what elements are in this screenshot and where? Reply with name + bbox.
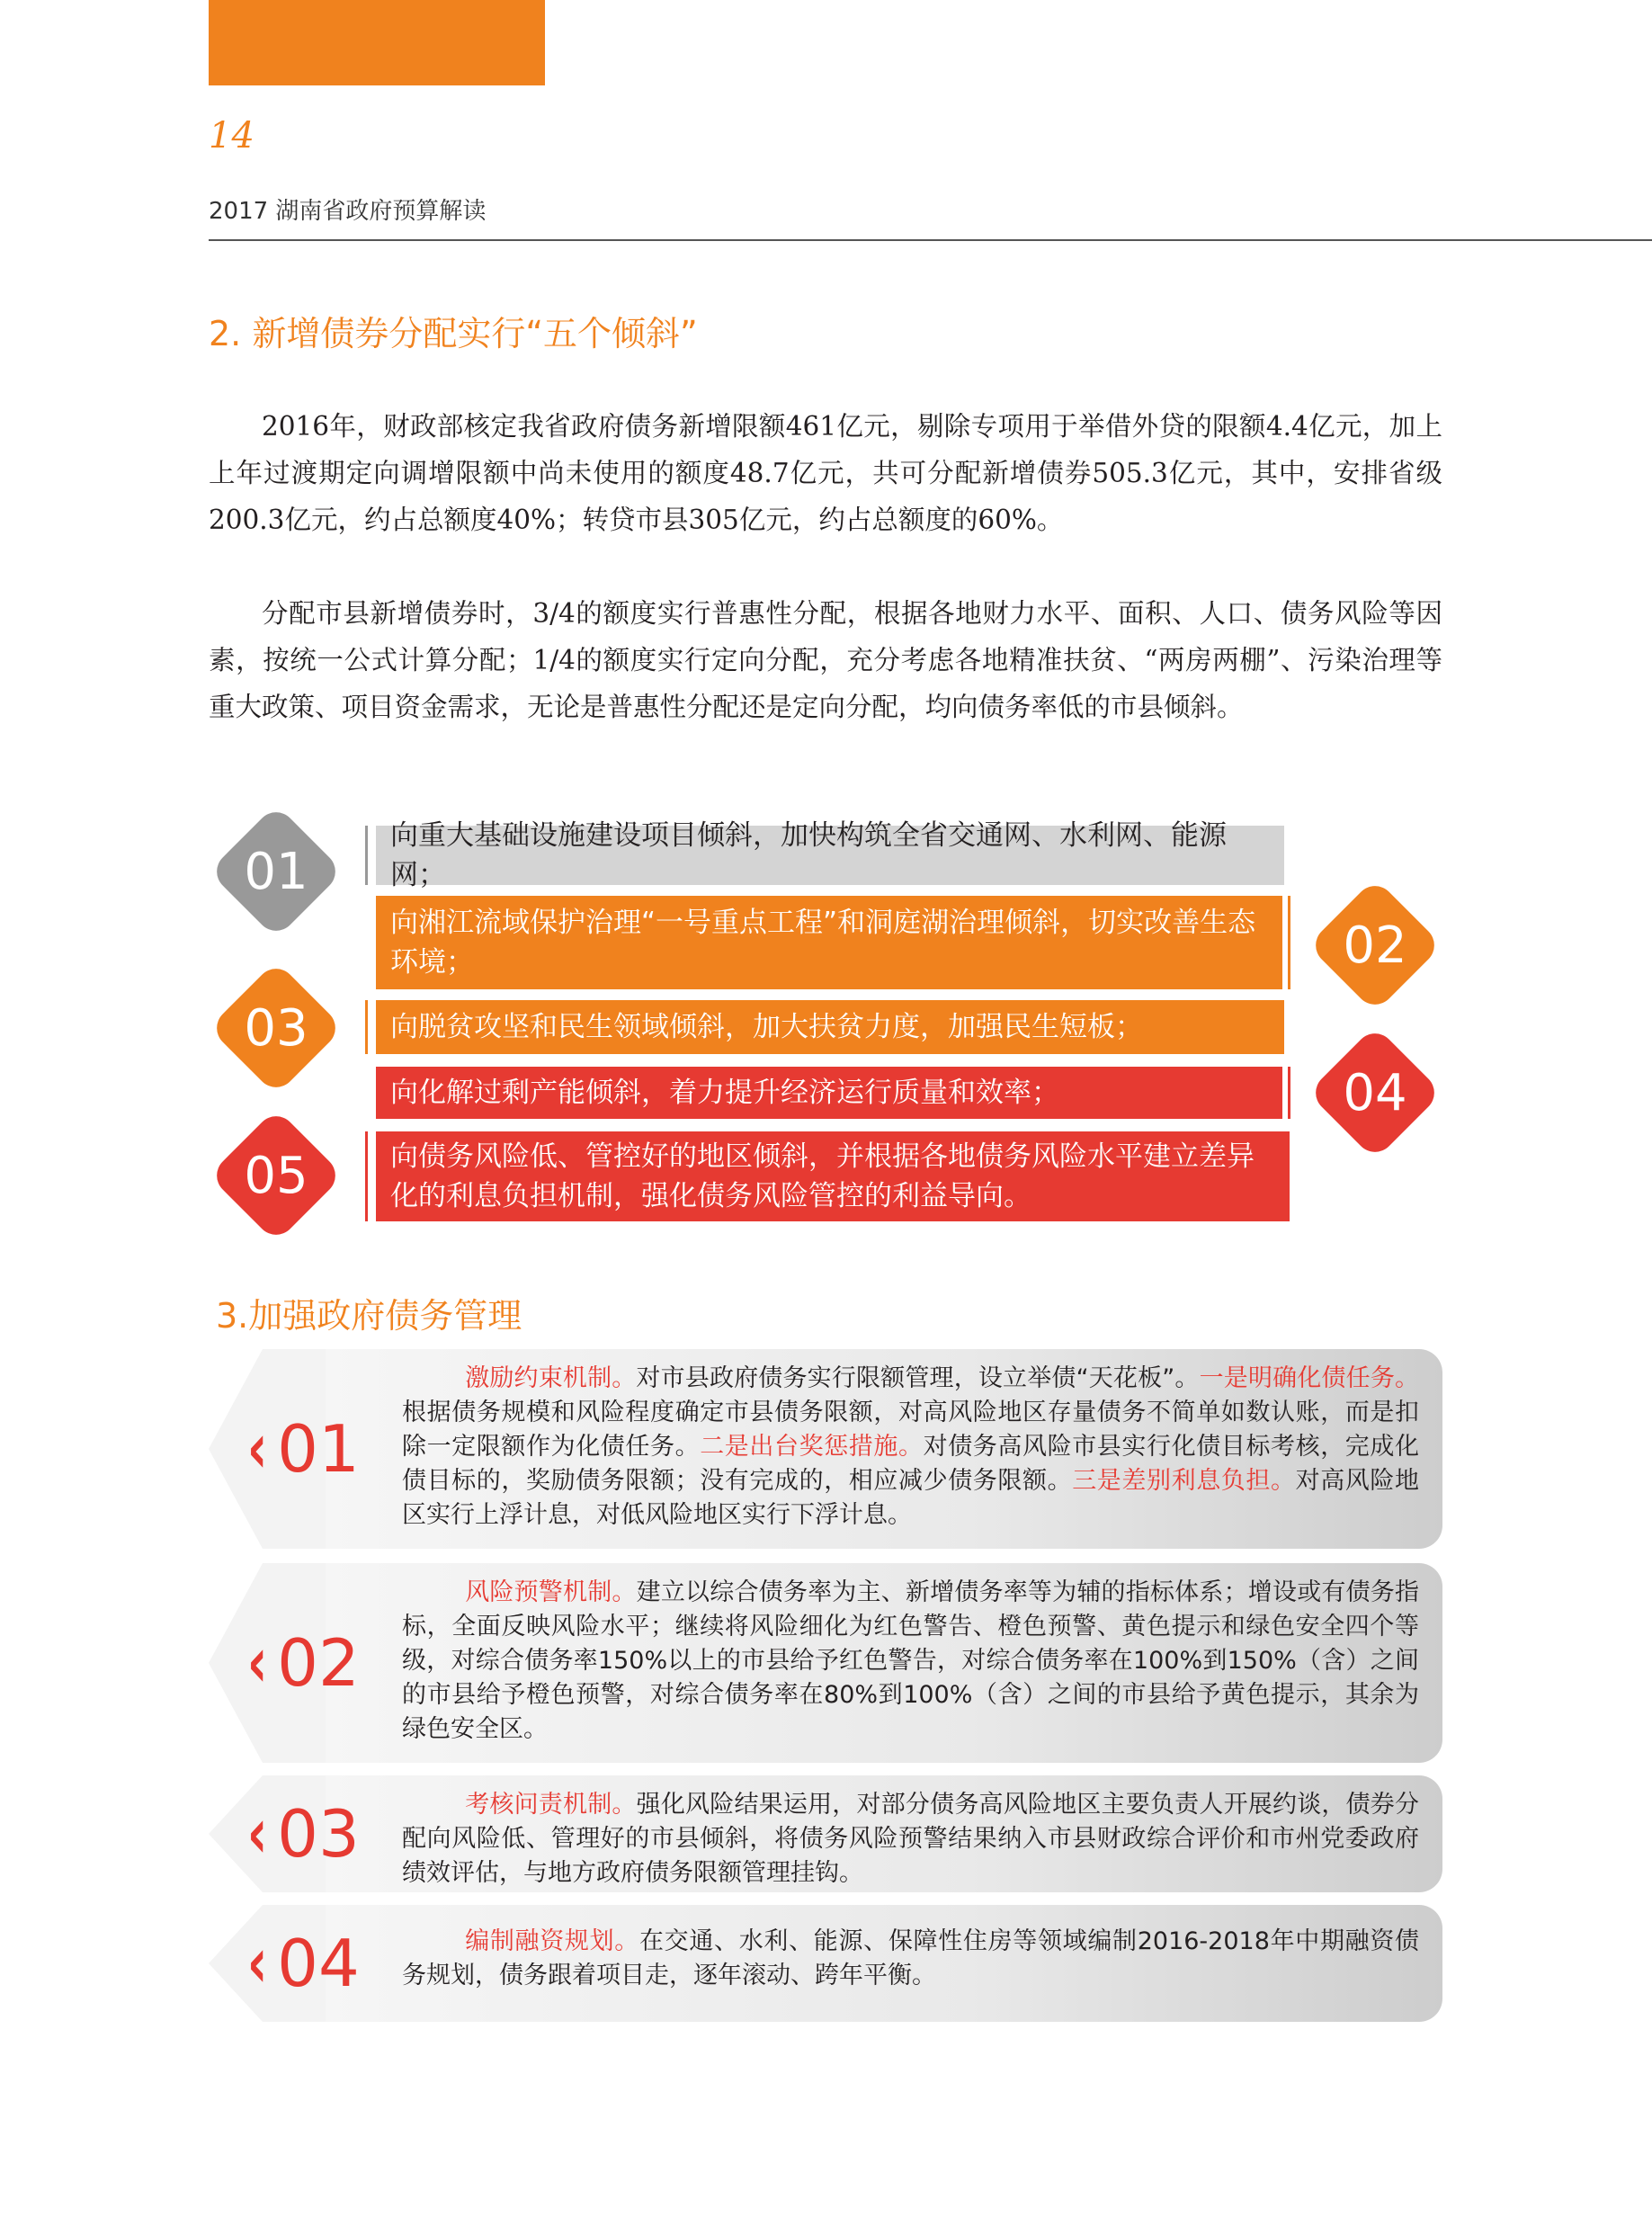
- measure-card-02: [209, 1563, 1442, 1763]
- measure-highlight: 一是明确化债任务。: [1199, 1364, 1420, 1392]
- measure-body: 根据债务规模和风险程度确定市县债务限额，对高风险地区存量债务不简单如数认账，而是扣除一定限额作为化债任务。: [402, 1399, 1419, 1461]
- measure-card-03: [209, 1775, 1442, 1892]
- measure-body: 对债务高风险市县实行化债目标考核，完成化债目标的，奖励债务限额；没有完成的，相应减少债务限额。: [402, 1433, 1420, 1495]
- measure-lead: 编制融资规划。: [465, 1927, 639, 1955]
- measure-num-text: 01: [277, 1411, 360, 1487]
- tilt-divider: [365, 1000, 368, 1054]
- tilt-bar-01: [376, 819, 1284, 891]
- header-rule: [209, 239, 1652, 241]
- measure-card-01: [209, 1349, 1442, 1549]
- tilt-text-05: 向债务风险低、管控好的地区倾斜，并根据各地债务风险水平建立差异化的利息负担机制，强化债务风险管控的利益导向。: [390, 1140, 1255, 1212]
- section-title-2: 2. 新增债券分配实行“五个倾斜”: [209, 314, 698, 353]
- measure-body: 在交通、水利、能源、保障性住房等领域编制2016-2018年中期融资债务规划，债务跟着项目走，逐年滚动、跨年平衡。: [402, 1927, 1420, 1989]
- measure-highlight: 二是出台奖惩措施。: [700, 1433, 924, 1461]
- diamond-label-01: 01: [244, 842, 308, 901]
- tilt-text-04: 向化解过剩产能倾斜，着力提升经济运行质量和效率；: [390, 1077, 1059, 1109]
- diamond-label-04: 04: [1343, 1063, 1407, 1122]
- tilt-divider: [365, 1131, 368, 1221]
- tilt-bar-04: [376, 1067, 1282, 1119]
- chevron-left-icon: ‹: [246, 1923, 268, 2004]
- measure-text-04: [402, 1925, 1419, 1993]
- measure-num-text: 04: [277, 1926, 360, 2001]
- tilt-divider: [1288, 1067, 1290, 1119]
- header-color-block: [209, 0, 545, 85]
- measure-text-02: [402, 1576, 1419, 1747]
- measure-body: 对高风险地区实行上浮计息，对低风险地区实行下浮计息。: [402, 1467, 1420, 1529]
- chevron-left-icon: ‹: [246, 1408, 268, 1489]
- measure-num-text: 03: [277, 1796, 360, 1872]
- section-title-3: 3.加强政府债务管理: [216, 1296, 522, 1336]
- measure-lead: 风险预警机制。: [465, 1578, 637, 1606]
- tilt-bar-05: [376, 1131, 1290, 1221]
- measure-body: 建立以综合债务率为主、新增债务率等为辅的指标体系；增设或有债务指标，全面反映风险水平；继续将风险细化为红色警告、橙色预警、黄色提示和绿色安全四个等级，对综合债务率150%以上的市县给予红色警告，对综合债务率在100%到150%（含）之间的市县给予橙色预警，对综合债务率在80%到100%（含）之间的市县给予黄色提示，其余为绿色安全区。: [402, 1578, 1420, 1743]
- tilt-text-03: 向脱贫攻坚和民生领域倾斜，加大扶贫力度，加强民生短板；: [390, 1011, 1143, 1043]
- measure-body: 强化风险结果运用，对部分债务高风险地区主要负责人开展约谈，债券分配向风险低、管理好的市县倾斜，将债务风险预警结果纳入市县财政综合评价和市州党委政府绩效评估，与地方政府债务限额管理挂钩。: [402, 1791, 1420, 1887]
- page-number: 14: [209, 115, 254, 156]
- measure-body: 对市县政府债务实行限额管理，设立举债“天花板”。: [636, 1364, 1200, 1392]
- tilt-text-02: 向湘江流域保护治理“一号重点工程”和洞庭湖治理倾斜，切实改善生态环境；: [390, 907, 1256, 979]
- paragraph-1: 2016年，财政部核定我省政府债务新增限额461亿元，剔除专项用于举借外贷的限额4.4亿元，加上上年过渡期定向调增限额中尚未使用的额度48.7亿元，共可分配新增债券505.3亿元，其中，安排省级200.3亿元，约占总额度40%；转贷市县305亿元，约占总额度的60%。: [209, 411, 1442, 535]
- tilt-bar-03: [376, 1000, 1284, 1054]
- measure-highlight: 三是差别利息负担。: [1072, 1467, 1296, 1495]
- measure-text-03: [402, 1788, 1419, 1891]
- diamond-label-05: 05: [244, 1146, 308, 1205]
- diamond-label-03: 03: [244, 998, 308, 1058]
- diamond-label-02: 02: [1343, 916, 1407, 975]
- measure-number-01: [243, 1408, 360, 1489]
- measure-lead: 激励约束机制。: [465, 1364, 637, 1392]
- chevron-left-icon: ‹: [246, 1623, 268, 1703]
- tilt-bar-02: [376, 896, 1282, 989]
- measure-number-04: [243, 1923, 360, 2004]
- tilt-text-01: 向重大基础设施建设项目倾斜，加快构筑全省交通网、水利网、能源网；: [390, 819, 1227, 891]
- measure-num-text: 02: [277, 1625, 360, 1701]
- measure-card-04: [209, 1905, 1442, 2022]
- measure-number-03: [243, 1793, 360, 1874]
- tilt-divider: [365, 826, 368, 885]
- measure-lead: 考核问责机制。: [465, 1791, 637, 1819]
- running-title: 2017 湖南省政府预算解读: [209, 198, 487, 225]
- measure-number-02: [243, 1623, 360, 1703]
- chevron-left-icon: ‹: [246, 1793, 268, 1874]
- paragraph-2: 分配市县新增债券时，3/4的额度实行普惠性分配，根据各地财力水平、面积、人口、债务风险等因素，按统一公式计算分配；1/4的额度实行定向分配，充分考虑各地精准扶贫、“两房两棚”、污染治理等重大政策、项目资金需求，无论是普惠性分配还是定向分配，均向债务率低的市县倾斜。: [209, 598, 1442, 722]
- tilt-divider: [1288, 896, 1290, 989]
- measure-text-01: [402, 1362, 1419, 1533]
